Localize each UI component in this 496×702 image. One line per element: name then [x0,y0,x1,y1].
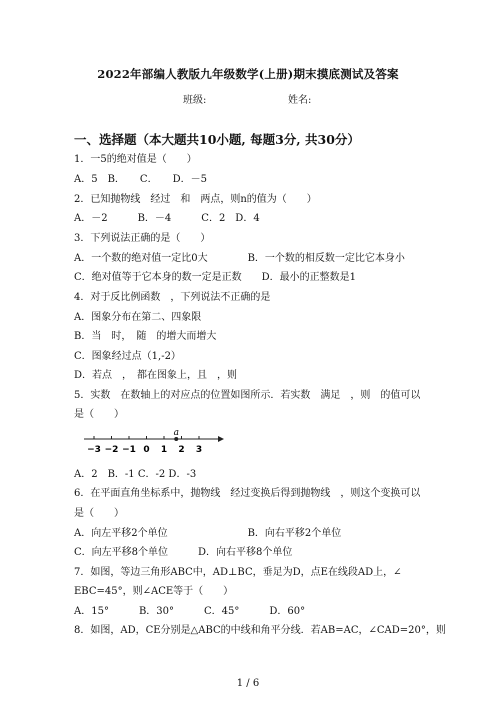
number-line-tick-label: 3 [195,445,203,455]
question-6-options-ab: A．向左平移2个单位 B．向右平移2个单位 [74,528,342,539]
question-1-options: A．5 B． C． D．－5 [74,174,207,185]
question-4-option-a: A．图象分布在第二、四象限 [74,312,202,323]
number-line-tick-label: −2 [104,445,119,455]
question-2-options: A．－2 B．－4 C．2 D．4 [74,213,260,224]
number-line-tick-label: 0 [143,445,150,455]
question-7-options: A．15° B．30° C．45° D．60° [74,606,306,617]
number-line-tick-label: 1 [160,445,168,455]
question-3: 3．下列说法正确的是（ ） [74,233,211,244]
name-label: 姓名: [288,95,312,106]
number-line-tick-label: −1 [122,445,136,455]
number-line-arrow [218,436,224,442]
question-6-cont: 是（ ） [74,508,124,519]
number-line-tick-label: 2 [178,445,185,455]
question-3-options-ab: A．一个数的绝对值一定比0大 B．一个数的相反数一定比它本身小 [74,253,405,264]
page-title: 2022年部编人教版九年级数学(上册)期末摸底测试及答案 [97,67,399,81]
question-4: 4．对于反比例函数 ，下列说法不正确的是 [74,292,271,303]
number-line-figure [84,429,224,457]
page-number: 1 / 6 [236,678,260,689]
section-heading: 一、选择题（本大题共10小题, 每题3分, 共30分） [74,132,360,147]
question-4-option-b: B．当 时， 随 的增大而增大 [74,331,217,342]
question-8: 8．如图，AD，CE分别是△ABC的中线和角平分线．若AB=AC，∠CAD=20°，则 [74,625,446,636]
question-6-options-cd: C．向左平移8个单位 D．向右平移8个单位 [74,547,293,558]
question-5-cont: 是（ ） [74,409,124,420]
question-5-options: A．2 B．-1 C．-2 D．-3 [74,469,197,480]
number-line-point-label: a [173,429,179,438]
question-6: 6．在平面直角坐标系中，抛物线 经过变换后得到抛物线 ，则这个变换可以 [74,488,421,499]
question-1: 1．一5的绝对值是（ ） [74,154,197,165]
question-5: 5．实数 在数轴上的对应点的位置如图所示．若实数 满足 ，则 的值可以 [74,390,421,401]
question-4-option-c: C．图象经过点（1,-2） [74,351,181,362]
class-label: 班级: [183,95,207,106]
question-2: 2．已知抛物线 经过 和 两点，则n的值为（ ） [74,194,317,205]
question-3-options-cd: C．绝对值等于它本身的数一定是正数 D．最小的正整数是1 [74,272,357,283]
number-line-tick-label: −3 [87,445,101,455]
question-7-cont: EBC=45°，则∠ACE等于（ ） [74,586,234,597]
question-4-option-d: D．若点 ， 都在图象上，且 ，则 [74,370,238,381]
question-7: 7．如图，等边三角形ABC中，AD⊥BC，垂足为D，点E在线段AD上，∠ [74,567,402,578]
